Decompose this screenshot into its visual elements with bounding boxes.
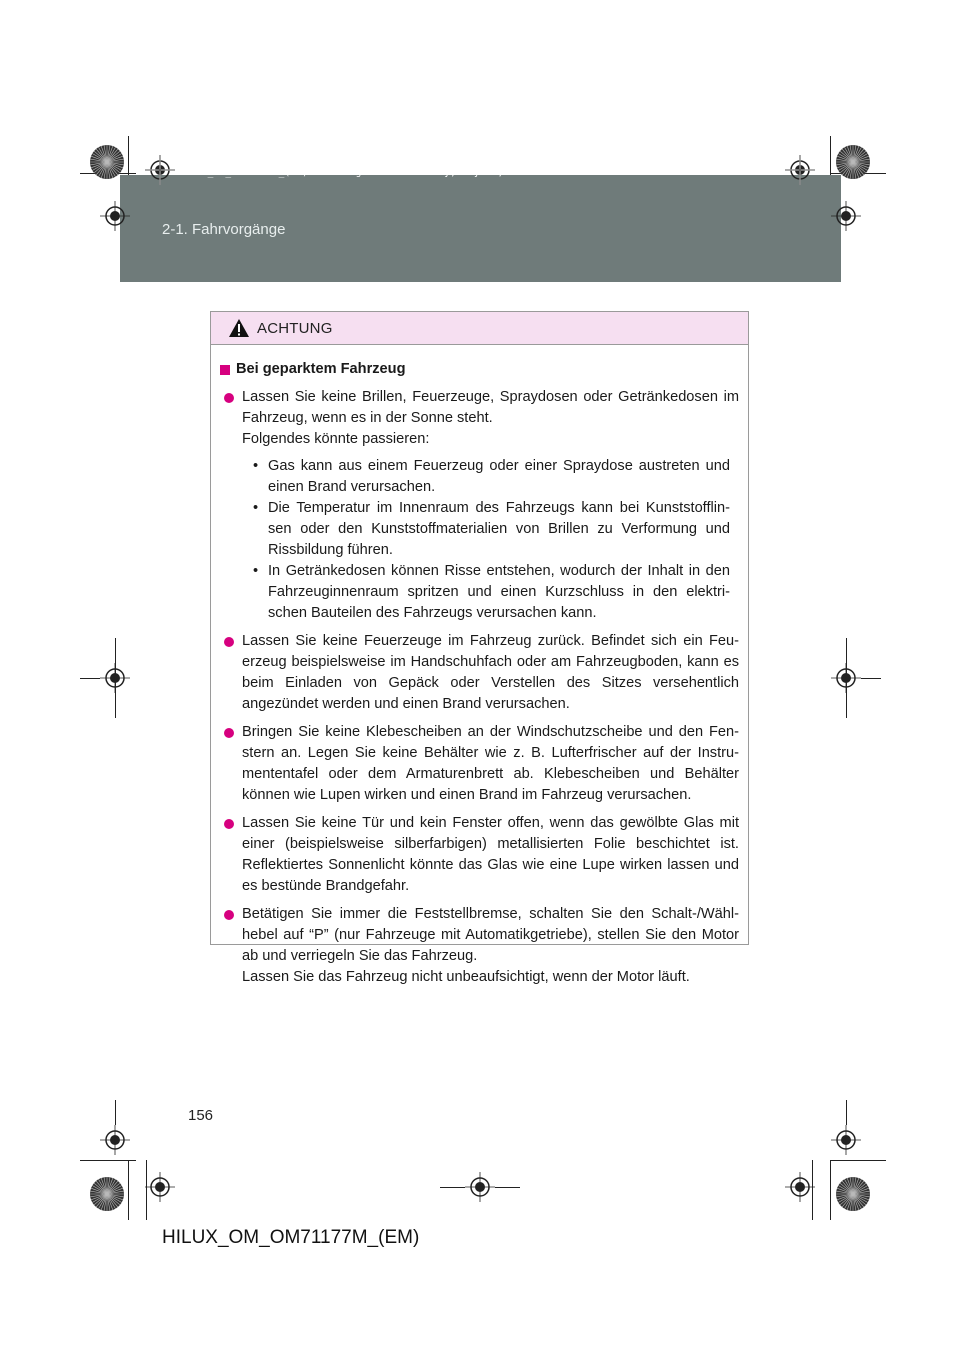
section-title: 2-1. Fahrvorgänge (162, 221, 286, 238)
item-text: Bringen Sie keine Klebescheiben an der Windschutzscheibe und den Fen-stern an. Legen Sie keine Behälter wie z. B. Lufterfrischer auf der Instru-mententafel oder dem Armaturenbrett ab. Klebescheiben und Behälter können wie Lupen wirken und einen Brand im Fahrzeug verursachen. (242, 724, 739, 803)
item-paragraph: Betätigen Sie immer die Feststellbremse, schalten Sie den Schalt-/Wähl-hebel auf “P” (nur Fahrzeuge mit Automatikgetriebe), stellen Sie den Motor ab und verriegeln Sie das Fahrzeug. (242, 906, 739, 964)
registration-mark-icon (145, 155, 175, 185)
caution-subheading (220, 359, 739, 380)
starburst-mark-icon (834, 143, 872, 181)
crop-line (115, 1100, 116, 1125)
sub-list-item: • Gas kann aus einem Feuerzeug oder einer Spraydose austreten und einen Brand verursachen. (253, 458, 730, 495)
book-stamp: HILUX_OM_OM71177M_(EM).book Page 156 Wednesday, May 16, 2012 1:28 PM (178, 167, 581, 178)
crop-line (495, 1187, 520, 1188)
footer-code: HILUX_OM_OM71177M_(EM) (162, 1227, 420, 1248)
item-paragraph: Lassen Sie das Fahrzeug nicht unbeaufsichtigt, wenn der Motor läuft. (242, 969, 690, 985)
registration-mark-icon (100, 201, 130, 231)
item-paragraph: Folgendes könnte passieren: (242, 431, 430, 447)
crop-line (846, 1100, 847, 1125)
caution-item (220, 387, 739, 624)
bullet-icon (224, 393, 234, 403)
sub-list (242, 456, 739, 624)
crop-line (128, 1160, 129, 1220)
registration-mark-icon (100, 1125, 130, 1155)
bullet-icon (224, 728, 234, 738)
item-text (242, 904, 739, 988)
crop-line (861, 678, 881, 679)
crop-line (830, 1160, 831, 1220)
starburst-mark-icon (834, 1175, 872, 1213)
bullet-icon (224, 910, 234, 920)
subheading-text: Bei geparktem Fahrzeug (236, 361, 406, 377)
sub-list-item: • Die Temperatur im Innenraum des Fahrzeugs kann bei Kunststofflin-sen oder den Kunststoffmaterialien von Brillen zu Verformung und Rissbildung führen. (253, 500, 730, 558)
crop-line (846, 638, 847, 718)
warning-triangle-icon (228, 318, 250, 338)
caution-box (210, 311, 749, 985)
caution-item (220, 631, 739, 715)
sub-list-item: • In Getränkedosen können Risse entstehen, wodurch der Inhalt in den Fahrzeuginnenraum spritzen und einen Kurzschluss in den elektri-schen Bauteilen des Fahrzeugs verursachen kann. (253, 563, 730, 621)
registration-mark-icon (145, 1172, 175, 1202)
crop-line (830, 1160, 886, 1161)
item-text: Lassen Sie keine Feuerzeuge im Fahrzeug zurück. Befindet sich ein Feu-erzeug beispielsweise im Handschuhfach oder am Fahrzeugboden, kann es beim Einladen von Gepäck oder Verstellen des Sitzes versehentlich angezündet werden und einen Brand verursachen. (242, 633, 739, 712)
registration-mark-icon (785, 155, 815, 185)
square-bullet-icon (220, 365, 230, 375)
crop-line (80, 678, 100, 679)
registration-mark-icon (465, 1172, 495, 1202)
registration-mark-icon (831, 201, 861, 231)
bullet-icon (224, 819, 234, 829)
item-text (242, 387, 739, 624)
crop-line (115, 638, 116, 718)
starburst-mark-icon (88, 1175, 126, 1213)
crop-line (440, 1187, 465, 1188)
caution-item (220, 722, 739, 806)
page-number: 156 (188, 1107, 214, 1124)
caution-item (220, 813, 739, 897)
caution-item (220, 904, 739, 988)
caution-body (211, 345, 748, 988)
crop-line (80, 1160, 136, 1161)
caution-title: ACHTUNG (257, 319, 333, 337)
item-paragraph: Lassen Sie keine Brillen, Feuerzeuge, Spraydosen oder Getränkedosen im Fahrzeug, wenn es in der Sonne steht. (242, 389, 739, 426)
registration-mark-icon (831, 1125, 861, 1155)
starburst-mark-icon (88, 143, 126, 181)
item-text: Lassen Sie keine Tür und kein Fenster offen, wenn das gewölbte Glas mit einer (beispielsweise silberfarbigen) metallisierten Folie beschichtet ist. Reflektiertes Sonnenlicht könnte das Glas wie eine Lupe wirken lassen und es bestünde Brandgefahr. (242, 815, 739, 894)
caution-header (211, 312, 748, 345)
registration-mark-icon (785, 1172, 815, 1202)
bullet-icon (224, 637, 234, 647)
